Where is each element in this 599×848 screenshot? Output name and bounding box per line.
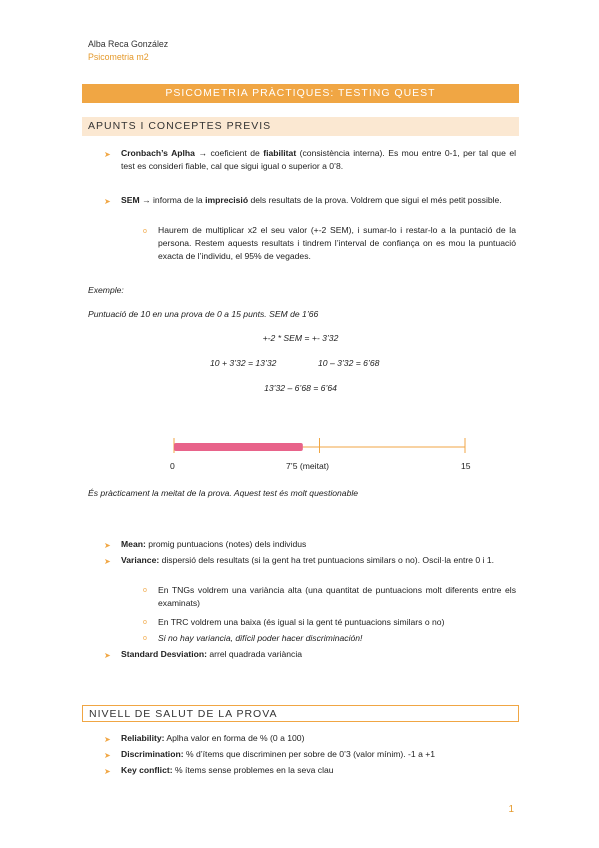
cronbach-item bbox=[121, 147, 516, 173]
section-heading-apunts: APUNTS I CONCEPTES PREVIS bbox=[82, 117, 519, 136]
sem-bold: imprecisió bbox=[205, 195, 249, 205]
scale-label-min: 0 bbox=[170, 461, 175, 471]
stddev-item bbox=[121, 648, 516, 661]
variance-sub-1: En TNGs voldrem una variància alta (una quantitat de puntuacions molt diferents entre els examinats) bbox=[158, 585, 516, 608]
calc-line-3: 13’32 – 6’68 = 6’64 bbox=[264, 383, 337, 393]
sem-text2: dels resultats de la prova. Voldrem que sigui el més petit possible. bbox=[248, 195, 502, 205]
sem-item bbox=[121, 194, 516, 207]
example-text: Puntuació de 10 en una prova de 0 a 15 punts. SEM de 1’66 bbox=[88, 309, 319, 319]
cronbach-bold: fiabilitat bbox=[263, 148, 297, 158]
variance-sub-2: En TRC voldrem una baixa (és igual si la gent té puntuacions similars o no) bbox=[158, 617, 445, 627]
scale-label-mid: 7’5 (meitat) bbox=[286, 461, 329, 471]
stddev-text: arrel quadrada variància bbox=[206, 649, 303, 659]
course-name: Psicometria m2 bbox=[88, 52, 149, 62]
reliability-item bbox=[121, 732, 516, 745]
mean-term: Mean: bbox=[121, 539, 146, 549]
arrow-bullet-icon: ➤ bbox=[104, 541, 111, 550]
calc-line-2b: 10 – 3’32 = 6’68 bbox=[318, 358, 380, 368]
mean-text: promig puntuacions (notes) dels individus bbox=[145, 539, 307, 549]
arrow-bullet-icon: ➤ bbox=[104, 751, 111, 760]
arrow-bullet-icon: ➤ bbox=[104, 767, 111, 776]
sem-term: SEM bbox=[121, 195, 140, 205]
reliability-term: Reliability: bbox=[121, 733, 165, 743]
discrimination-term: Discrimination: bbox=[121, 749, 184, 759]
mean-item bbox=[121, 538, 516, 551]
key-conflict-text: % ítems sense problemes en la seva clau bbox=[172, 765, 334, 775]
cronbach-term: Cronbach’s Aplha bbox=[121, 148, 195, 158]
calc-line-2a: 10 + 3’32 = 13’32 bbox=[210, 358, 277, 368]
scale-label-max: 15 bbox=[461, 461, 471, 471]
arrow-bullet-icon: ➤ bbox=[104, 150, 111, 159]
circle-bullet-icon: o bbox=[143, 228, 147, 235]
key-conflict-term: Key conflict: bbox=[121, 765, 173, 775]
scale-highlight-interval bbox=[174, 443, 303, 451]
cronbach-arrow: → bbox=[198, 148, 208, 158]
circle-bullet-icon: o bbox=[143, 619, 147, 626]
section-heading-nivell: NIVELL DE SALUT DE LA PROVA bbox=[82, 705, 519, 722]
reliability-text: Aplha valor en forma de % (0 a 100) bbox=[164, 733, 305, 743]
arrow-bullet-icon: ➤ bbox=[104, 197, 111, 206]
discrimination-item bbox=[121, 748, 516, 761]
calc-line-1: +-2 * SEM = +- 3’32 bbox=[262, 333, 339, 343]
arrow-bullet-icon: ➤ bbox=[104, 735, 111, 744]
circle-bullet-icon: o bbox=[143, 635, 147, 642]
arrow-bullet-icon: ➤ bbox=[104, 557, 111, 566]
example-label: Exemple: bbox=[88, 285, 124, 295]
variance-sub-3: Si no hay variancia, difícil poder hacer discriminación! bbox=[158, 633, 363, 643]
interval-scale bbox=[165, 433, 475, 455]
sem-subitem: Haurem de multiplicar x2 el seu valor (+-2 SEM), i sumar-lo i restar-lo a la puntació de la persona. Restem aquests resultats i tindrem l’interval de confiança on es mou la puntuació exacta de l’individu, el 95% de vegades. bbox=[158, 225, 516, 261]
conclusion-text: És pràcticament la meitat de la prova. Aquest test és molt questionable bbox=[88, 488, 359, 498]
discrimination-text: % d’ítems que discriminen per sobre de 0’3 (valor mínim). -1 a +1 bbox=[183, 749, 436, 759]
cronbach-text1: coeficient de bbox=[210, 148, 264, 158]
page-number: 1 bbox=[508, 804, 514, 815]
arrow-bullet-icon: ➤ bbox=[104, 651, 111, 660]
document-title: PSICOMETRIA PRÀCTIQUES: TESTING QUEST bbox=[82, 84, 519, 103]
sem-text1: informa de la bbox=[153, 195, 206, 205]
sem-arrow: → bbox=[142, 195, 151, 205]
cronbach-text2: (consistència interna). Es mou entre 0-1, per tal que el test es consideri fiable, cal que sigui igual o superior a 0’8. bbox=[121, 148, 517, 171]
circle-bullet-icon: o bbox=[143, 587, 147, 594]
variance-item bbox=[121, 554, 516, 567]
variance-text: dispersió dels resultats (si la gent ha tret puntuacions similars o no). Oscil·la entre 0 i 1. bbox=[159, 555, 495, 565]
key-conflict-item bbox=[121, 764, 516, 777]
variance-term: Variance: bbox=[121, 555, 160, 565]
author-name: Alba Reca González bbox=[88, 39, 169, 49]
stddev-term: Standard Desviation: bbox=[121, 649, 207, 659]
